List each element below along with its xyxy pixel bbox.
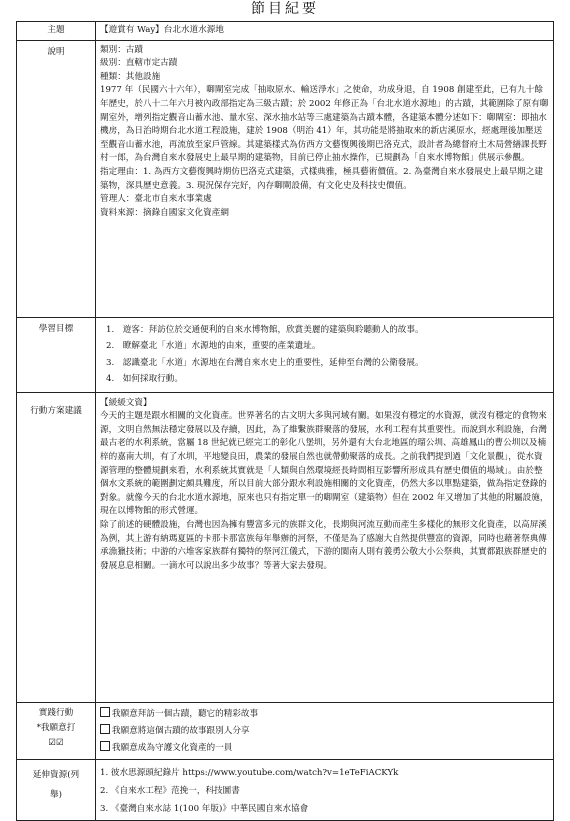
practice-label: 實踐行動 [38, 707, 74, 718]
practice-options [96, 702, 554, 759]
history-paragraph: 1977 年（民國六十六年），啣閘室完成「抽取原水、輸送淨水」之使命，功成身退，自 1908 創建至此，已有九十餘年歷史，於八十二年六月被內政部指定為三級古蹟；於 2002 年修正為「台北水道水源地」的古蹟，其範圍除了原有啣閘室外，增列指定觀音山蓄水池、量水室、深水抽水站等三處建築為古蹟本體，各建築本體分述如下：啣閘室：即抽水機房，為日治時期台北水道工程設施，建於 1908（明治 41）年，其功能是將抽取來的新店溪原水，經處理後加壓送至觀音山蓄水池，再流放至家戶管線。其建築樣式為仿西方文藝復興後期巴洛克式，設計者為總督府土木局營繕課長野村一郎，為台灣自來水發展史上最早期的建築物，目前已停止抽水操作，已規劃為「自來水博物館」供展示參觀。 [100, 85, 549, 164]
goal-item: 4. 如何採取行動。 [106, 374, 183, 385]
program-summary-table [16, 21, 554, 821]
manager-line: 管理人：臺北市自來水事業處 [100, 194, 212, 205]
topic-row [17, 22, 554, 41]
practice-option[interactable] [100, 706, 549, 723]
plan-paragraph: 除了前述的硬體設施，台灣也因為擁有豐富多元的族群文化，長期與河流互動而產生多樣化的無形文化資產，以高屏溪為例，其上游有納瑪夏區的卡那卡那富族每年舉辦的河祭，不僅是為了感謝大自然提供豐富的資源，同時也藉著祭典傳承漁獵技術；中游的六堆客家族群有獨特的祭河江儀式，下游的閩南人則有義勇公敬大小公祭典，其實都跟族群歷史的發展息息相關。一滴水可以說出多少故事？等著大家去發現。 [100, 519, 547, 571]
resource-item: 2. 《自來水工程》范挽一，科技圖書 [100, 785, 240, 796]
topic-value: 【遊賞有 Way】台北水道水源地 [96, 22, 554, 41]
page-title: 節目紀要 [251, 1, 319, 17]
practice-option-label: 我願意拜訪一個古蹟，聽它的精彩故事 [112, 708, 259, 719]
source-line: 資料來源：摘錄自國家文化資產網 [100, 207, 229, 218]
practice-checks: ☑☑ [48, 737, 64, 748]
type-line: 種類：其他設施 [100, 71, 161, 82]
description-label: 說明 [17, 40, 96, 317]
practice-sublabel: *我願意打 [36, 722, 76, 733]
goals-row [17, 317, 554, 392]
description-content [96, 40, 554, 317]
plan-paragraph: 今天的主題是跟水相關的文化資產。世界著名的古文明大多與河域有關。如果沒有穩定的水資源，就沒有穩定的食物來源，文明自然無法穩定發展以及存續，因此，為了維繫族群聚落的發展，水利工程有其重要性。而說到水利設施，台灣最古老的水利系統，當屬 18 世紀就已經完工的彰化八堡圳，另外還有大台北地區的瑠公圳、高雄鳳山的曹公圳以及楠梓的嘉南大圳，有了水圳，平地變良田，農業的發展自然也就帶動聚落的成長。之前我們提到過「文化景觀」，從水資源管理的整體規劃來看，水利系統其實就是「人類與自然環境經長時間相互影響所形成具有歷史價值的場域」。由於整個水文系統的範圍劃定頗具難度，所以目前大部分跟水利設施相關的文化資產，仍然大多以單點建築，做為指定登錄的對象。就像今天的台北水道水源地，原來也只有指定單一的啣閘室（建築物）但在 2002 年又增加了其他的附屬設施，現在以博物館的形式營運。 [100, 411, 549, 517]
resource-item[interactable]: 1. 彼水思源頭紀錄片 https://www.youtube.com/watch?v=1eTeFiACKYk [100, 767, 399, 778]
description-row [17, 40, 554, 317]
practice-option[interactable] [100, 740, 549, 757]
practice-option[interactable] [100, 723, 549, 740]
goals-label: 學習目標 [17, 317, 96, 392]
plan-row [17, 392, 554, 702]
practice-label-cell [17, 702, 96, 759]
level-line: 級別：直轄市定古蹟 [100, 58, 178, 69]
category-line: 類別：古蹟 [100, 44, 143, 55]
checkbox-icon[interactable] [100, 707, 110, 717]
practice-option-label: 我願意成為守護文化資產的一員 [112, 742, 233, 753]
topic-label: 主題 [17, 22, 96, 41]
goal-item: 2. 瞭解臺北「水道」水源地的由來，重要的產業遺址。 [106, 341, 321, 352]
resources-content [96, 759, 554, 820]
plan-content [96, 392, 554, 702]
resources-label: 延伸資源(列舉) [17, 759, 96, 820]
designation-reason: 指定理由：1. 為西方文藝復興時期仿巴洛克式建築，式樣典雅，極具藝術價值。2. 為臺灣自來水發展史上最早期之建築物，深具歷史意義。3. 現況保存完好，內存啣閘設備，有文化史及科技史價值。 [100, 166, 543, 191]
goals-content [96, 317, 554, 392]
resource-item: 3. 《臺灣自來水誌 1(100 年版)》中華民國自來水協會 [100, 803, 309, 814]
plan-heading: 【緩緩文資】 [100, 397, 152, 408]
practice-option-label: 我願意將這個古蹟的故事跟別人分享 [112, 725, 250, 736]
checkbox-icon[interactable] [100, 724, 110, 734]
practice-row [17, 702, 554, 759]
plan-label: 行動方案建議 [17, 392, 96, 702]
goal-item: 3. 認識臺北「水道」水源地在台灣自來水史上的重要性，延伸至台灣的公衛發展。 [106, 357, 424, 368]
resources-row [17, 759, 554, 820]
goal-item: 1. 遊客：拜訪位於交通便利的自來水博物館，欣賞美麗的建築與聆聽動人的故事。 [106, 324, 424, 335]
checkbox-icon[interactable] [100, 741, 110, 751]
